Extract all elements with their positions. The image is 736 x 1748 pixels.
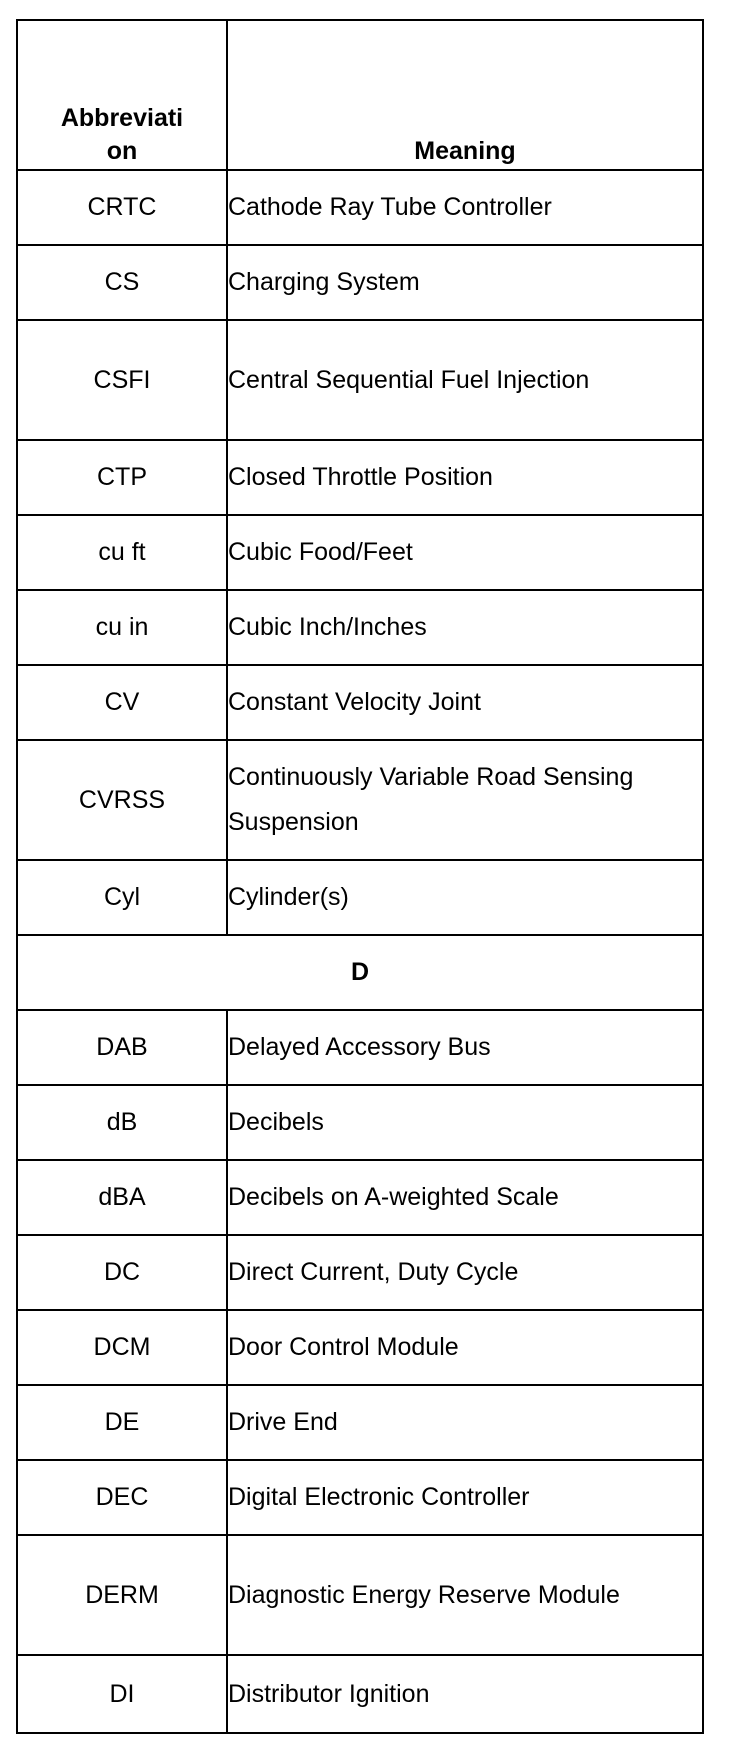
meaning-cell: Delayed Accessory Bus xyxy=(227,1010,703,1085)
abbreviation-cell: DCM xyxy=(17,1310,227,1385)
abbreviation-header-line2: on xyxy=(106,137,138,166)
abbreviation-cell: Cyl xyxy=(17,860,227,935)
abbreviation-cell: DC xyxy=(17,1235,227,1310)
abbreviation-cell: CV xyxy=(17,665,227,740)
meaning-cell: Cathode Ray Tube Controller xyxy=(227,170,703,245)
table-row xyxy=(17,1655,703,1733)
table-row xyxy=(17,245,703,320)
abbreviation-header-line1: Abbreviati xyxy=(60,103,184,132)
table-row xyxy=(17,320,703,440)
abbreviation-cell: DAB xyxy=(17,1010,227,1085)
abbreviation-cell: CSFI xyxy=(17,320,227,440)
table-row xyxy=(17,1085,703,1160)
meaning-cell: Cylinder(s) xyxy=(227,860,703,935)
meaning-cell: Digital Electronic Controller xyxy=(227,1460,703,1535)
table-row xyxy=(17,1310,703,1385)
table-row xyxy=(17,665,703,740)
table-row xyxy=(17,740,703,860)
abbreviation-cell: cu ft xyxy=(17,515,227,590)
section-row-d xyxy=(17,935,703,1010)
abbreviation-cell: DEC xyxy=(17,1460,227,1535)
table-row xyxy=(17,1535,703,1655)
meaning-cell: Decibels xyxy=(227,1085,703,1160)
section-heading: D xyxy=(17,935,703,1010)
meaning-cell: Door Control Module xyxy=(227,1310,703,1385)
table-row xyxy=(17,1460,703,1535)
meaning-cell: Drive End xyxy=(227,1385,703,1460)
abbreviation-column-header xyxy=(17,20,227,170)
table-row xyxy=(17,515,703,590)
meaning-column-header: Meaning xyxy=(227,20,703,170)
table-row xyxy=(17,440,703,515)
meaning-cell: Cubic Inch/Inches xyxy=(227,590,703,665)
table-row xyxy=(17,1235,703,1310)
abbreviation-cell: DERM xyxy=(17,1535,227,1655)
meaning-cell: Central Sequential Fuel Injection xyxy=(227,320,703,440)
abbreviation-cell: CRTC xyxy=(17,170,227,245)
meaning-cell: Closed Throttle Position xyxy=(227,440,703,515)
abbreviation-cell: DI xyxy=(17,1655,227,1733)
abbreviations-table xyxy=(16,19,704,1734)
abbreviation-cell: dB xyxy=(17,1085,227,1160)
abbreviation-cell: DE xyxy=(17,1385,227,1460)
meaning-cell: Cubic Food/Feet xyxy=(227,515,703,590)
abbreviation-cell: dBA xyxy=(17,1160,227,1235)
meaning-cell: Charging System xyxy=(227,245,703,320)
table-row xyxy=(17,1385,703,1460)
meaning-cell: Distributor Ignition xyxy=(227,1655,703,1733)
meaning-cell: Constant Velocity Joint xyxy=(227,665,703,740)
meaning-cell: Direct Current, Duty Cycle xyxy=(227,1235,703,1310)
abbreviation-cell: cu in xyxy=(17,590,227,665)
table-row xyxy=(17,860,703,935)
meaning-cell: Continuously Variable Road Sensing Suspension xyxy=(227,740,703,860)
meaning-cell: Decibels on A-weighted Scale xyxy=(227,1160,703,1235)
meaning-cell: Diagnostic Energy Reserve Module xyxy=(227,1535,703,1655)
table-row xyxy=(17,590,703,665)
table-row xyxy=(17,170,703,245)
abbreviation-cell: CTP xyxy=(17,440,227,515)
abbreviation-cell: CVRSS xyxy=(17,740,227,860)
table-row xyxy=(17,1160,703,1235)
abbreviation-cell: CS xyxy=(17,245,227,320)
table-row xyxy=(17,1010,703,1085)
table-header-row xyxy=(17,20,703,170)
